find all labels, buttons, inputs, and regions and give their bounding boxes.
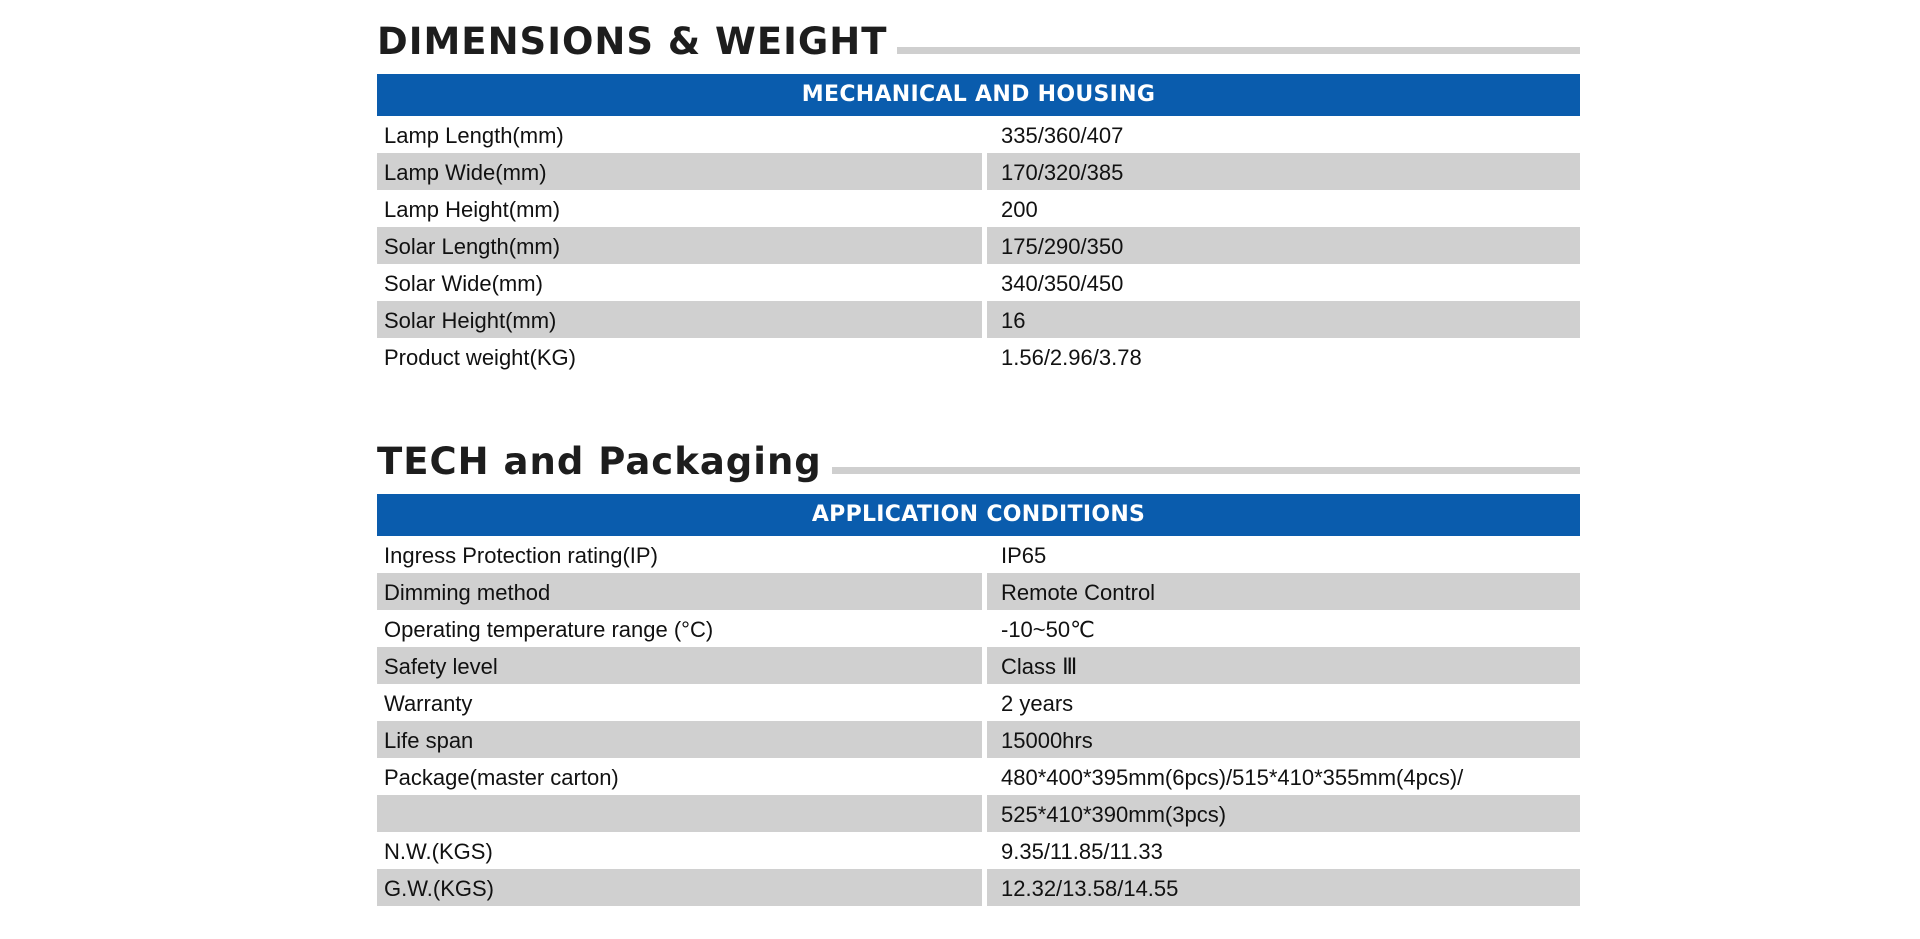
row-value: 480*400*395mm(6pcs)/515*410*355mm(4pcs)/ [1001,765,1464,790]
table-row [377,758,1580,795]
row-value: 170/320/385 [987,153,1580,190]
table-row [377,832,1580,869]
table-row [377,684,1580,721]
row-value: 16 [987,301,1580,338]
row-value: 335/360/407 [1001,123,1124,148]
row-label: N.W.(KGS) [384,839,493,864]
table-row [377,190,1580,227]
row-value: 340/350/450 [1001,271,1124,296]
row-value: Remote Control [987,573,1580,610]
row-label: Lamp Wide(mm) [377,153,982,190]
section-title: DIMENSIONS & WEIGHT [377,20,888,63]
title-rule [832,467,1580,474]
row-value: 1.56/2.96/3.78 [1001,345,1142,370]
spec-table [377,116,1580,375]
row-label: Solar Length(mm) [377,227,982,264]
table-row [377,116,1580,153]
section-heading [377,440,1580,484]
table-row [377,338,1580,375]
row-label: Product weight(KG) [384,345,576,370]
row-label: Dimming method [377,573,982,610]
row-value: Class Ⅲ [987,647,1580,684]
row-value: 200 [1001,197,1038,222]
section-title: TECH and Packaging [377,440,822,483]
table-row [377,536,1580,573]
table-row [377,721,1580,758]
table-row [377,301,1580,338]
table-row [377,227,1580,264]
dimensions-weight-section [377,20,1580,375]
row-label: Lamp Height(mm) [384,197,561,222]
row-value: -10~50℃ [1001,617,1095,642]
row-label: Life span [377,721,982,758]
table-row [377,610,1580,647]
row-value: 175/290/350 [987,227,1580,264]
tech-packaging-section [377,440,1580,906]
table-header: MECHANICAL AND HOUSING [377,74,1580,116]
row-label: Warranty [384,691,473,716]
table-row [377,573,1580,610]
row-label: Lamp Length(mm) [384,123,564,148]
title-rule [897,47,1580,54]
row-label [377,795,982,832]
row-value: 12.32/13.58/14.55 [987,869,1580,906]
table-row [377,264,1580,301]
row-label: G.W.(KGS) [377,869,982,906]
row-value: IP65 [1001,543,1047,568]
spec-table [377,536,1580,906]
row-value: 525*410*390mm(3pcs) [987,795,1580,832]
section-heading [377,20,1580,64]
table-row [377,647,1580,684]
row-value: 2 years [1001,691,1074,716]
row-value: 9.35/11.85/11.33 [1001,839,1163,864]
table-row [377,795,1580,832]
row-label: Ingress Protection rating(IP) [384,543,658,568]
row-label: Solar Height(mm) [377,301,982,338]
row-label: Safety level [377,647,982,684]
table-header: APPLICATION CONDITIONS [377,494,1580,536]
table-row [377,869,1580,906]
row-label: Operating temperature range (°C) [384,617,714,642]
table-row [377,153,1580,190]
row-label: Solar Wide(mm) [384,271,543,296]
row-label: Package(master carton) [384,765,619,790]
row-value: 15000hrs [987,721,1580,758]
